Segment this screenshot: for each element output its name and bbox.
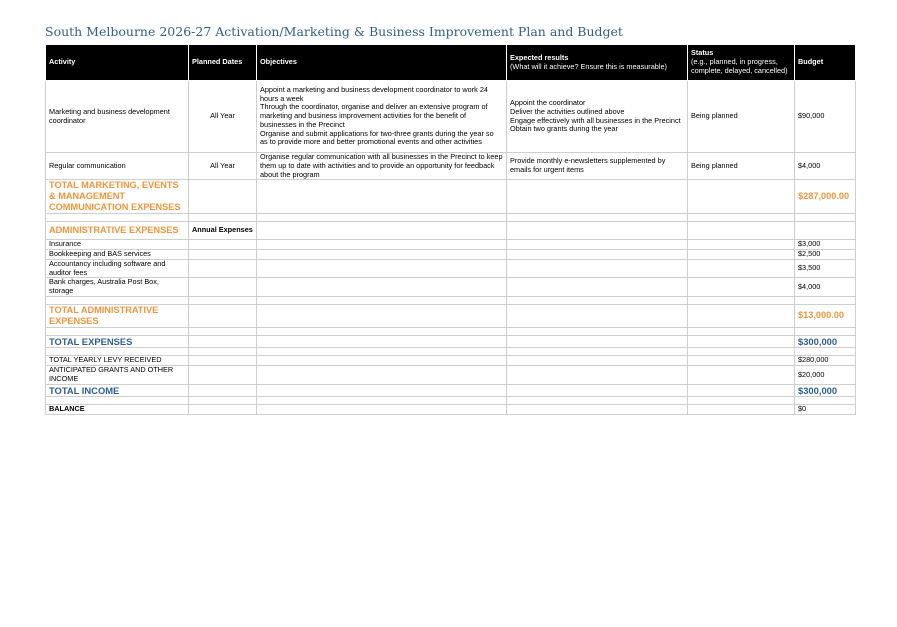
annual-expenses-label: Annual Expenses: [189, 222, 257, 240]
row-objectives: [257, 81, 507, 153]
budget-table: [45, 44, 856, 415]
admin-total-row: [46, 304, 856, 327]
result-line: Engage effectively with all businesses in the Precinct: [510, 115, 681, 125]
table-row: [46, 278, 856, 297]
levy-row: [46, 356, 856, 366]
total-income-row: [46, 384, 856, 396]
table-row: [46, 259, 856, 278]
marketing-total-label: TOTAL MARKETING, EVENTS & MANAGEMENT COMMUNICATION EXPENSES: [46, 180, 189, 214]
levy-value: $280,000: [795, 356, 856, 366]
admin-item-value: $3,500: [795, 259, 856, 278]
grants-row: [46, 366, 856, 385]
row-objectives: [257, 153, 507, 180]
expected-subtitle: (What will it achieve? Ensure this is measurable): [510, 61, 667, 71]
row-dates: All Year: [189, 81, 257, 153]
admin-total-value: $13,000.00: [795, 304, 856, 327]
admin-item-label: Bank charges, Australia Post Box, storage: [46, 278, 189, 297]
admin-heading-row: [46, 222, 856, 240]
marketing-total-value: $287,000.00: [795, 180, 856, 214]
status-title: Status: [691, 48, 714, 58]
row-results: [507, 153, 688, 180]
row-budget: $90,000: [795, 81, 856, 153]
admin-item-value: $4,000: [795, 278, 856, 297]
admin-total-label: TOTAL ADMINISTRATIVE EXPENSES: [46, 304, 189, 327]
row-budget: $4,000: [795, 153, 856, 180]
objective-line: Organise and submit applications for two-three grants during the year so as to provide more and better promotional events and other activities: [260, 128, 494, 147]
document-title: South Melbourne 2026-27 Activation/Marketing & Business Improvement Plan and Budget: [45, 24, 623, 39]
grants-value: $20,000: [795, 366, 856, 385]
result-line: Obtain two grants during the year: [510, 124, 618, 134]
total-income-label: TOTAL INCOME: [46, 384, 189, 396]
total-expenses-row: [46, 335, 856, 347]
admin-item-label: Insurance: [46, 240, 189, 250]
header-status: [688, 45, 795, 81]
admin-item-label: Bookkeeping and BAS services: [46, 250, 189, 260]
total-expenses-label: TOTAL EXPENSES: [46, 335, 189, 347]
admin-item-label: Accountancy including software and auditor fees: [46, 259, 189, 278]
row-activity: Marketing and business development coordinator: [46, 81, 189, 153]
header-objectives: Objectives: [257, 45, 507, 81]
expected-title: Expected results: [510, 52, 569, 62]
objective-line: Through the coordinator, organise and deliver an extensive program of marketing and business improvement activities for the benefit of businesses in the Precinct: [260, 102, 488, 129]
admin-item-value: $3,000: [795, 240, 856, 250]
marketing-total-row: [46, 180, 856, 214]
result-line: Deliver the activities outlined above: [510, 106, 625, 116]
objective-line: Organise regular communication with all businesses in the Precinct to keep them up to date with activities and to provide an opportunity for feedback about the program: [260, 152, 503, 179]
row-dates: All Year: [189, 153, 257, 180]
header-activity: Activity: [46, 45, 189, 81]
status-subtitle: (e.g., planned, in progress, complete, delayed, cancelled): [691, 57, 788, 75]
table-row: [46, 153, 856, 180]
admin-item-value: $2,500: [795, 250, 856, 260]
grants-label: ANTICIPATED GRANTS AND OTHER INCOME: [46, 366, 189, 385]
total-income-value: $300,000: [795, 384, 856, 396]
header-expected-results: [507, 45, 688, 81]
levy-label: TOTAL YEARLY LEVY RECEIVED: [46, 356, 189, 366]
row-status: Being planned: [688, 153, 795, 180]
balance-label: BALANCE: [46, 404, 189, 414]
row-results: [507, 81, 688, 153]
header-budget: Budget: [795, 45, 856, 81]
header-row: [46, 45, 856, 81]
result-line: Provide monthly e-newsletters supplemented by emails for urgent items: [510, 156, 666, 175]
table-row: [46, 81, 856, 153]
balance-value: $0: [795, 404, 856, 414]
balance-row: [46, 404, 856, 414]
table-row: [46, 250, 856, 260]
header-planned-dates: Planned Dates: [189, 45, 257, 81]
table-row: [46, 240, 856, 250]
objective-line: Appoint a marketing and business development coordinator to work 24 hours a week: [260, 84, 488, 103]
total-expenses-value: $300,000: [795, 335, 856, 347]
admin-heading: ADMINISTRATIVE EXPENSES: [46, 222, 189, 240]
result-line: Appoint the coordinator: [510, 98, 586, 107]
row-activity: Regular communication: [46, 153, 189, 180]
row-status: Being planned: [688, 81, 795, 153]
